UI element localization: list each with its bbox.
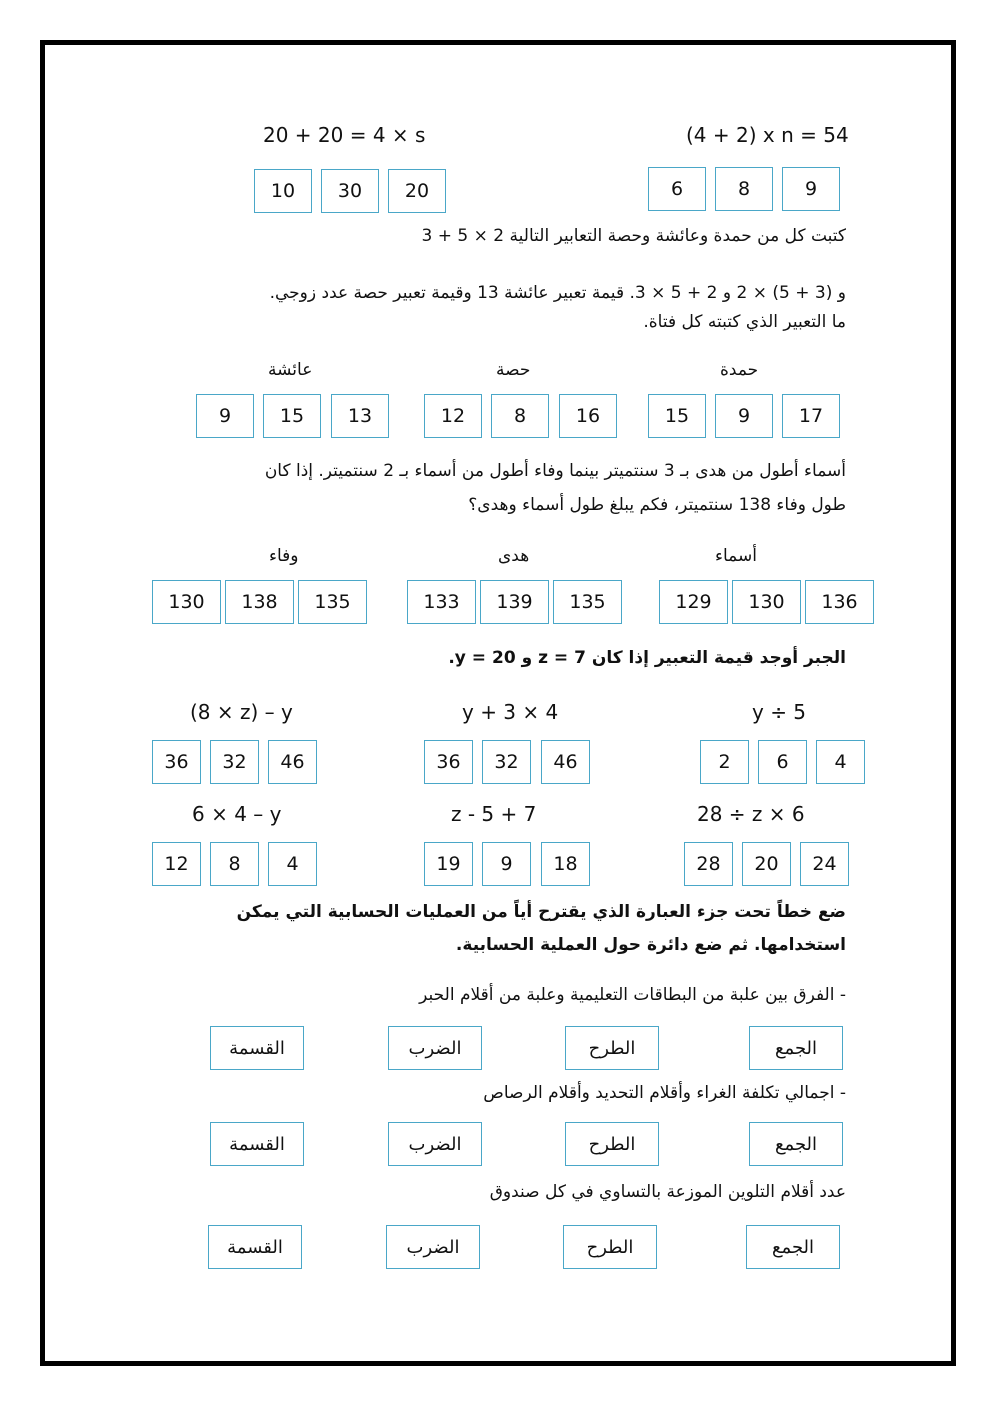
q5-instruction-2: استخدامها. ثم ضع دائرة حول العملية الحسابية. [455,935,846,955]
q5-instruction-1: ضع خطاً تحت جزء العبارة الذي يقترح أياً من العمليات الحسابية التي يمكن [236,902,846,922]
q3-asmaa-option[interactable]: 136 [805,580,874,624]
op-addition[interactable]: الجمع [749,1122,843,1166]
op-addition[interactable]: الجمع [749,1026,843,1070]
q2-hessa-option[interactable]: 12 [424,394,482,438]
q2-name-aisha: عائشة [268,360,313,380]
op-multiplication[interactable]: الضرب [386,1225,480,1269]
q4-expr: y + 3 × 4 [462,700,559,724]
q5-item-3: عدد أقلام التلوين الموزعة بالتساوي في كل صندوق [489,1182,846,1202]
op-addition[interactable]: الجمع [746,1225,840,1269]
q3-asmaa-option[interactable]: 129 [659,580,728,624]
q5-item-2: - اجمالي تكلفة الغراء وأقلام التحديد وأقلام الرصاص [483,1083,846,1103]
q4-option[interactable]: 9 [482,842,531,886]
q4-option[interactable]: 24 [800,842,849,886]
q3-wafa-option[interactable]: 138 [225,580,294,624]
q4-option[interactable]: 19 [424,842,473,886]
q1-left-option[interactable]: 30 [321,169,379,213]
q1-right-option[interactable]: 8 [715,167,773,211]
q4-expr: (8 × z) – y [190,700,293,724]
q1-right-option[interactable]: 6 [648,167,706,211]
q2-hamda-option[interactable]: 9 [715,394,773,438]
q1-left-option[interactable]: 10 [254,169,312,213]
q4-title: الجبر أوجد قيمة التعبير إذا كان 7 = z و 20 = y. [448,648,846,668]
q4-expr: 6 × 4 – y [192,802,282,826]
q4-option[interactable]: 32 [210,740,259,784]
q4-option[interactable]: 36 [152,740,201,784]
q1-left-option[interactable]: 20 [388,169,446,213]
q2-hamda-option[interactable]: 15 [648,394,706,438]
q3-line-1: أسماء أطول من هدى بـ 3 سنتميتر بينما وفاء أطول من أسماء بـ 2 سنتميتر. إذا كان [264,461,846,481]
q2-hamda-option[interactable]: 17 [782,394,840,438]
q3-wafa-option[interactable]: 130 [152,580,221,624]
op-division[interactable]: القسمة [210,1026,304,1070]
q1-right-equation: (4 + 2) x n = 54 [686,123,849,147]
q2-name-hessa: حصة [496,360,531,380]
q2-aisha-option[interactable]: 13 [331,394,389,438]
q2-line-2: و (3 + 5) × 2 و 2 + 5 × 3. قيمة تعبير عائشة 13 وقيمة تعبير حصة عدد زوجي. [269,283,846,303]
q4-option[interactable]: 12 [152,842,201,886]
op-multiplication[interactable]: الضرب [388,1122,482,1166]
q3-name-wafa: وفاء [269,546,299,566]
q4-option[interactable]: 18 [541,842,590,886]
op-multiplication[interactable]: الضرب [388,1026,482,1070]
q3-name-huda: هدى [498,546,530,566]
q2-hessa-option[interactable]: 8 [491,394,549,438]
op-division[interactable]: القسمة [208,1225,302,1269]
op-subtraction[interactable]: الطرح [565,1122,659,1166]
q4-expr: y ÷ 5 [752,700,807,724]
q4-option[interactable]: 2 [700,740,749,784]
q4-expr: z - 5 + 7 [451,802,537,826]
q3-huda-option[interactable]: 133 [407,580,476,624]
q4-option[interactable]: 46 [268,740,317,784]
q2-line-3: ما التعبير الذي كتبته كل فتاة. [643,312,846,332]
q3-line-2: طول وفاء 138 سنتميتر، فكم يبلغ طول أسماء وهدى؟ [468,495,846,515]
q4-option[interactable]: 4 [816,740,865,784]
q4-option[interactable]: 36 [424,740,473,784]
q2-aisha-option[interactable]: 9 [196,394,254,438]
q3-wafa-option[interactable]: 135 [298,580,367,624]
q2-hessa-option[interactable]: 16 [559,394,617,438]
q3-name-asmaa: أسماء [715,546,757,566]
q4-option[interactable]: 32 [482,740,531,784]
q4-option[interactable]: 46 [541,740,590,784]
q3-asmaa-option[interactable]: 130 [732,580,801,624]
q4-option[interactable]: 20 [742,842,791,886]
op-division[interactable]: القسمة [210,1122,304,1166]
q5-item-1: - الفرق بين علبة من البطاقات التعليمية وعلبة من أقلام الحبر [419,985,846,1005]
q2-name-hamda: حمدة [720,360,759,380]
q2-line-1: كتبت كل من حمدة وعائشة وحصة التعابير التالية 2 × 5 + 3 [421,226,846,246]
q4-option[interactable]: 28 [684,842,733,886]
q1-left-equation: 20 + 20 = 4 × s [263,123,426,147]
q4-option[interactable]: 6 [758,740,807,784]
q4-expr: 28 ÷ z × 6 [697,802,805,826]
q3-huda-option[interactable]: 139 [480,580,549,624]
op-subtraction[interactable]: الطرح [563,1225,657,1269]
q1-right-option[interactable]: 9 [782,167,840,211]
q4-option[interactable]: 8 [210,842,259,886]
q4-option[interactable]: 4 [268,842,317,886]
q2-aisha-option[interactable]: 15 [263,394,321,438]
q3-huda-option[interactable]: 135 [553,580,622,624]
op-subtraction[interactable]: الطرح [565,1026,659,1070]
